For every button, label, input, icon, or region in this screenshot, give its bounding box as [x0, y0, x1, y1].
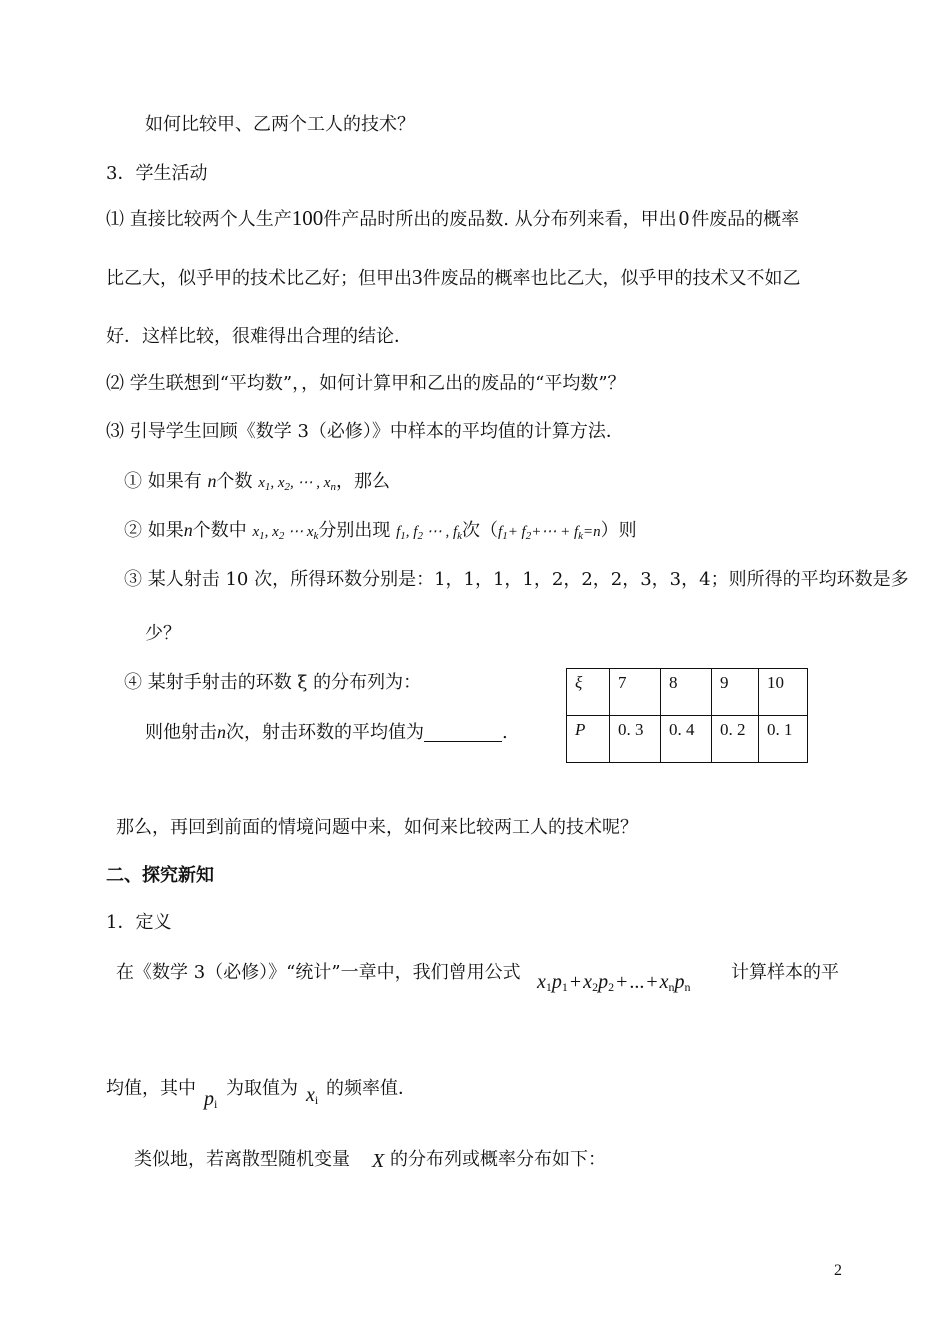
- text: 次，射击环数的平均值为: [226, 722, 424, 743]
- case3-line1: ③ 某人射击 10 次，所得环数分别是：1，1，1，1，2，2，2，3，3，4；则所得的平均环数是多: [124, 569, 909, 590]
- text: 次（: [462, 520, 499, 541]
- definition-line1a: 在《数学 3（必修）》“统计”一章中，我们曾用公式: [116, 962, 521, 983]
- item1-line2: [106, 265, 801, 291]
- table-cell: 0. 3: [610, 716, 661, 763]
- item1-line1: [106, 206, 799, 232]
- var-n: n: [183, 520, 193, 540]
- table-row-header: [567, 669, 808, 716]
- distribution-table: [566, 668, 808, 763]
- definition-line1b: 计算样本的平: [731, 962, 839, 983]
- table-cell: ξ: [567, 669, 610, 716]
- definition-line2c: 的频率值．: [326, 1078, 416, 1099]
- question-compare: 如何比较甲、乙两个工人的技术？: [145, 114, 415, 135]
- sum-f-equals-n: $f_1+$ $f_2+\cdots + f_k=n$: [498, 524, 601, 542]
- var-p: p: [204, 1088, 214, 1110]
- var-f-list: $f_1$, $f_2$ ⋯ , $f_k$: [396, 524, 463, 542]
- text: 类似地，若离散型随机变量: [134, 1149, 350, 1170]
- back-question: 那么，再回到前面的情境问题中来，如何来比较两工人的技术呢？: [116, 817, 638, 838]
- definition-line2: [106, 1077, 196, 1101]
- var-x-list: $x_1$, $x_2$ ⋯ $x_k$: [252, 524, 319, 542]
- sample-mean-formula: $x_1p_1 + x_2p_2$ + ... + $x_np_n$: [537, 971, 691, 994]
- text: 件废品的概率: [691, 209, 800, 230]
- answer-blank: [424, 723, 502, 742]
- case4-line2: [145, 720, 508, 745]
- table-cell: 0. 1: [759, 716, 808, 763]
- text: .: [502, 722, 508, 743]
- var-x-i: $x_i$: [306, 1084, 319, 1107]
- similar-line-b: 的分布列或概率分布如下：: [390, 1149, 606, 1170]
- var-p-i: [204, 1088, 217, 1112]
- var-x: x: [306, 1084, 315, 1106]
- case1: [124, 469, 390, 499]
- text: 比乙大，似乎甲的技术比乙好；但甲出: [106, 268, 412, 289]
- table-cell: 7: [610, 669, 661, 716]
- var-n: n: [207, 471, 217, 491]
- definition-line2b: 为取值为: [226, 1078, 298, 1099]
- var-x-list: $x_1$, $x_2$, ⋯ , $x_n$: [258, 475, 336, 493]
- table-cell: 10: [759, 669, 808, 716]
- text: ② 如果: [124, 520, 184, 541]
- case2: [124, 518, 637, 548]
- table-cell: 9: [712, 669, 759, 716]
- var-X: X: [372, 1150, 385, 1172]
- text: 均值，其中: [106, 1078, 196, 1099]
- text: 件废品的概率也比乙大，似乎甲的技术又不如乙: [422, 268, 801, 289]
- var-i: i: [214, 1097, 218, 1111]
- text: 件产品时所出的废品数. 从分布列来看，甲出: [323, 209, 677, 230]
- var-n: n: [217, 722, 226, 742]
- text: ⑴ 直接比较两个人生产: [106, 209, 292, 230]
- text: 分别出现: [318, 520, 391, 541]
- page-number: 2: [834, 1262, 842, 1279]
- text: 个数: [216, 471, 253, 492]
- table-cell: 0. 2: [712, 716, 759, 763]
- number-0: 0: [678, 206, 690, 230]
- text: ）则: [600, 520, 637, 541]
- text: ① 如果有: [124, 471, 202, 492]
- text: 则他射击: [145, 722, 217, 743]
- text: 个数中: [192, 520, 247, 541]
- table-cell: 0. 4: [661, 716, 712, 763]
- section2-title: 二、探究新知: [106, 865, 214, 886]
- section3-title: 3．学生活动: [106, 163, 208, 184]
- item1-line3: 好．这样比较，很难得出合理的结论．: [106, 326, 412, 347]
- text: ，那么: [335, 471, 390, 492]
- definition-title: 1．定义: [106, 912, 172, 933]
- table-cell: 8: [661, 669, 712, 716]
- number-100: 100: [291, 206, 324, 230]
- item2: ⑵ 学生联想到“平均数”，，如何计算甲和乙出的废品的“平均数”？: [106, 373, 626, 394]
- similar-line: [134, 1148, 350, 1172]
- number-3: 3: [412, 265, 423, 289]
- table-row-probability: [567, 716, 808, 763]
- case4-line1: ④ 某射手射击的环数 ξ 的分布列为：: [124, 672, 422, 693]
- case3-line2: 少？: [145, 623, 181, 644]
- item3: ⑶ 引导学生回顾《数学 3（必修）》中样本的平均值的计算方法．: [106, 421, 624, 442]
- table-cell: P: [567, 716, 610, 763]
